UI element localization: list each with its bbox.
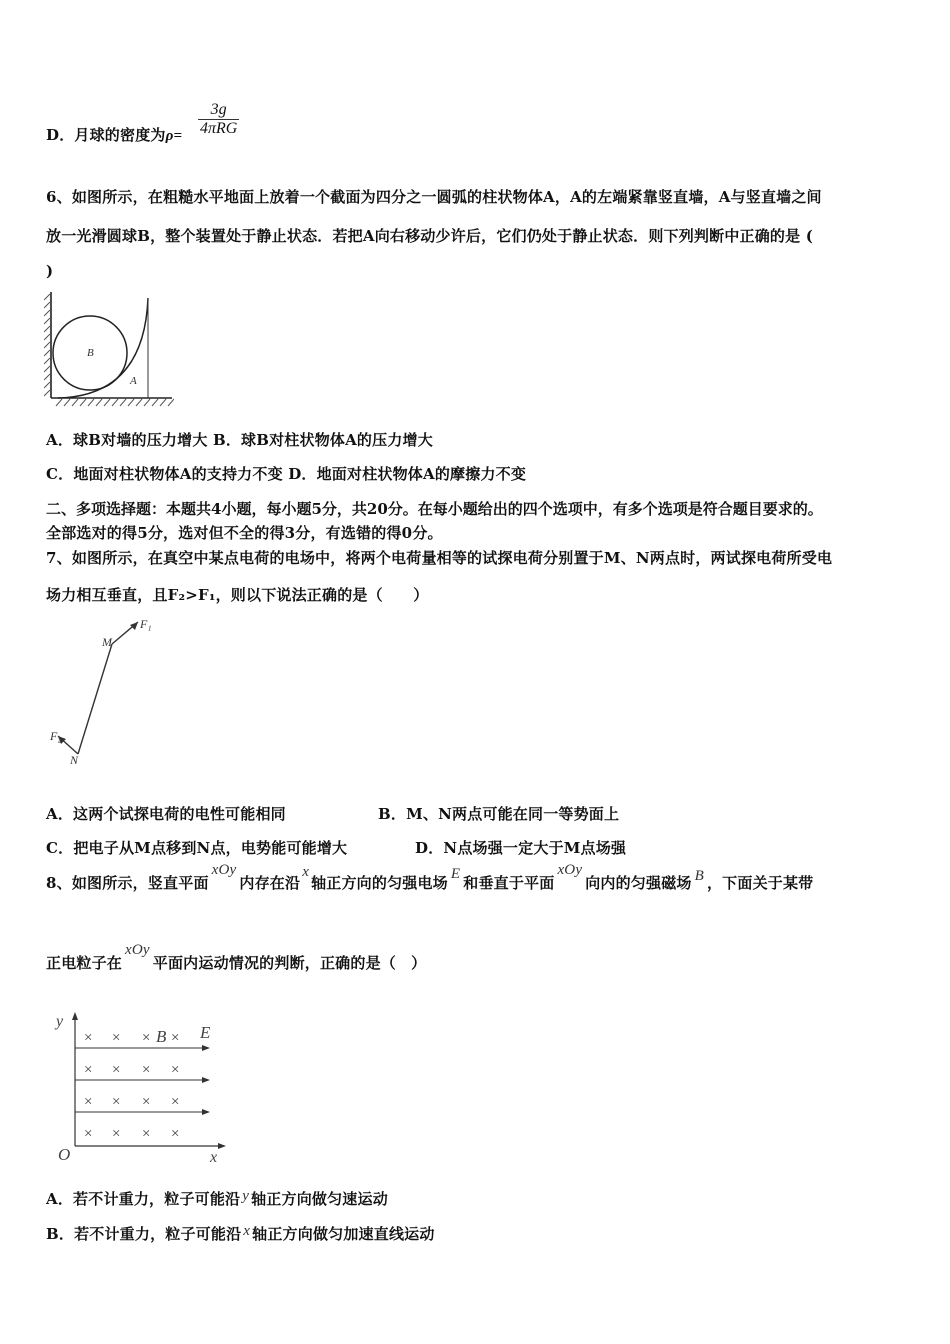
q6-stem-line3: ) — [46, 262, 54, 280]
cross: × — [112, 1062, 121, 1078]
label-f1: F₁ — [140, 617, 152, 631]
q8-option-a-part1: A．若不计重力，粒子可能沿 — [46, 1190, 241, 1208]
q8-stem2-part1: 正电粒子在 — [46, 954, 123, 972]
math-e: E — [450, 866, 461, 882]
q5-option-d — [46, 124, 182, 145]
field-lines — [75, 1048, 205, 1112]
field-arrow-3 — [202, 1109, 210, 1115]
cross: × — [112, 1094, 121, 1110]
field-arrow-1 — [202, 1045, 210, 1051]
line-mn — [78, 644, 112, 754]
density-fraction — [198, 101, 239, 138]
q7-option-c: C．把电子从M点移到N点，电势能可能增大 — [46, 839, 348, 857]
q8-option-b — [46, 1223, 435, 1244]
q8-stem-part3: 轴正方向的匀强电场 — [311, 874, 448, 892]
label-f2: F₂ — [50, 729, 62, 743]
label-y: y — [56, 1013, 64, 1030]
section2-line2: 全部选对的得5分，选对但不全的得3分，有选错的得0分。 — [46, 524, 443, 542]
q7-stem-line2: 场力相互垂直，且F₂>F₁，则以下说法正确的是（ ） — [46, 586, 429, 604]
q7-stem-line1: 7、如图所示，在真空中某点电荷的电场中，将两个电荷量相等的试探电荷分别置于M、N两点时，两试探电荷所受电 — [46, 549, 833, 567]
cross: × — [171, 1126, 180, 1142]
wall-hatching — [44, 294, 50, 396]
label-b: B — [87, 347, 94, 359]
math-xoy-2: xOy — [557, 862, 583, 878]
cross: × — [142, 1094, 151, 1110]
q7-option-d: D．N点场强一定大于M点场强 — [415, 839, 627, 857]
q7-option-b: B．M、N两点可能在同一等势面上 — [378, 805, 620, 823]
cross: × — [142, 1126, 151, 1142]
label-n: N — [70, 753, 79, 766]
q6-figure — [44, 292, 174, 408]
label-o: O — [58, 1145, 71, 1164]
y-axis-arrowhead — [72, 1012, 78, 1020]
math-y: y — [242, 1188, 250, 1204]
ground-hatching — [56, 399, 174, 406]
q8-stem-part6: ，下面关于某带 — [706, 874, 814, 892]
cross: × — [84, 1126, 93, 1142]
q8-stem-part2: 内存在沿 — [239, 874, 301, 892]
label-e: E — [200, 1023, 211, 1042]
cross: × — [112, 1030, 121, 1046]
label-x: x — [210, 1149, 218, 1166]
q8-stem-part4: 和垂直于平面 — [463, 874, 555, 892]
q8-option-b-part1: B．若不计重力，粒子可能沿 — [46, 1225, 242, 1243]
label-m: M — [102, 635, 112, 649]
q8-stem-line1 — [46, 862, 814, 893]
cross: × — [142, 1062, 151, 1078]
cross: × — [171, 1030, 180, 1046]
section2-line1: 二、多项选择题：本题共4小题，每小题5分，共20分。在每小题给出的四个选项中，有多个选项是符合题目要求的。 — [46, 500, 823, 518]
magnetic-crosses — [84, 1030, 179, 1142]
math-xoy-1: xOy — [211, 862, 237, 878]
math-x: x — [243, 1223, 251, 1239]
q8-option-a — [46, 1188, 388, 1209]
label-a: A — [130, 375, 137, 387]
rho-symbol: ρ= — [165, 128, 183, 144]
cross: × — [84, 1030, 93, 1046]
math-xoy-3: xOy — [125, 942, 150, 958]
cross: × — [171, 1094, 180, 1110]
q8-option-a-part2: 轴正方向做匀速运动 — [251, 1190, 388, 1208]
q8-figure — [50, 1008, 230, 1168]
q8-option-b-part2: 轴正方向做匀加速直线运动 — [252, 1225, 435, 1243]
q8-stem-part1: 8、如图所示，竖直平面 — [46, 874, 209, 892]
fraction-numerator: 3g — [198, 101, 239, 120]
q6-stem-line1: 6、如图所示，在粗糙水平地面上放着一个截面为四分之一圆弧的柱状物体A，A的左端紧靠竖直墙，A与竖直墙之间 — [46, 188, 822, 206]
q8-stem-line2 — [46, 942, 427, 973]
cross: × — [171, 1062, 180, 1078]
f1-arrowhead — [130, 622, 138, 630]
cross: × — [84, 1062, 93, 1078]
q8-stem-part5: 向内的匀强磁场 — [585, 874, 692, 892]
x-axis-arrowhead — [218, 1143, 226, 1149]
math-x-1: x — [302, 864, 310, 880]
q5-option-d-text: D．月球的密度为 — [46, 126, 166, 144]
q6-stem-line2: 放一光滑圆球B，整个装置处于静止状态．若把A向右移动少许后，它们仍处于静止状态．则下列判断中正确的是 ( — [46, 227, 814, 245]
q6-options-row2: C．地面对柱状物体A的支持力不变 D．地面对柱状物体A的摩擦力不变 — [46, 465, 527, 483]
cross: × — [142, 1030, 151, 1046]
cross: × — [84, 1094, 93, 1110]
q8-stem2-part2: 平面内运动情况的判断，正确的是（ ） — [152, 954, 427, 972]
fraction-denominator: 4πRG — [200, 120, 238, 137]
math-b: B — [694, 868, 704, 884]
label-b: B — [156, 1027, 167, 1046]
field-arrow-2 — [202, 1077, 210, 1083]
q7-option-a: A．这两个试探电荷的电性可能相同 — [46, 805, 286, 823]
cross: × — [112, 1126, 121, 1142]
q6-options-row1: A．球B对墙的压力增大 B．球B对柱状物体A的压力增大 — [46, 431, 433, 449]
q7-figure — [48, 614, 168, 766]
